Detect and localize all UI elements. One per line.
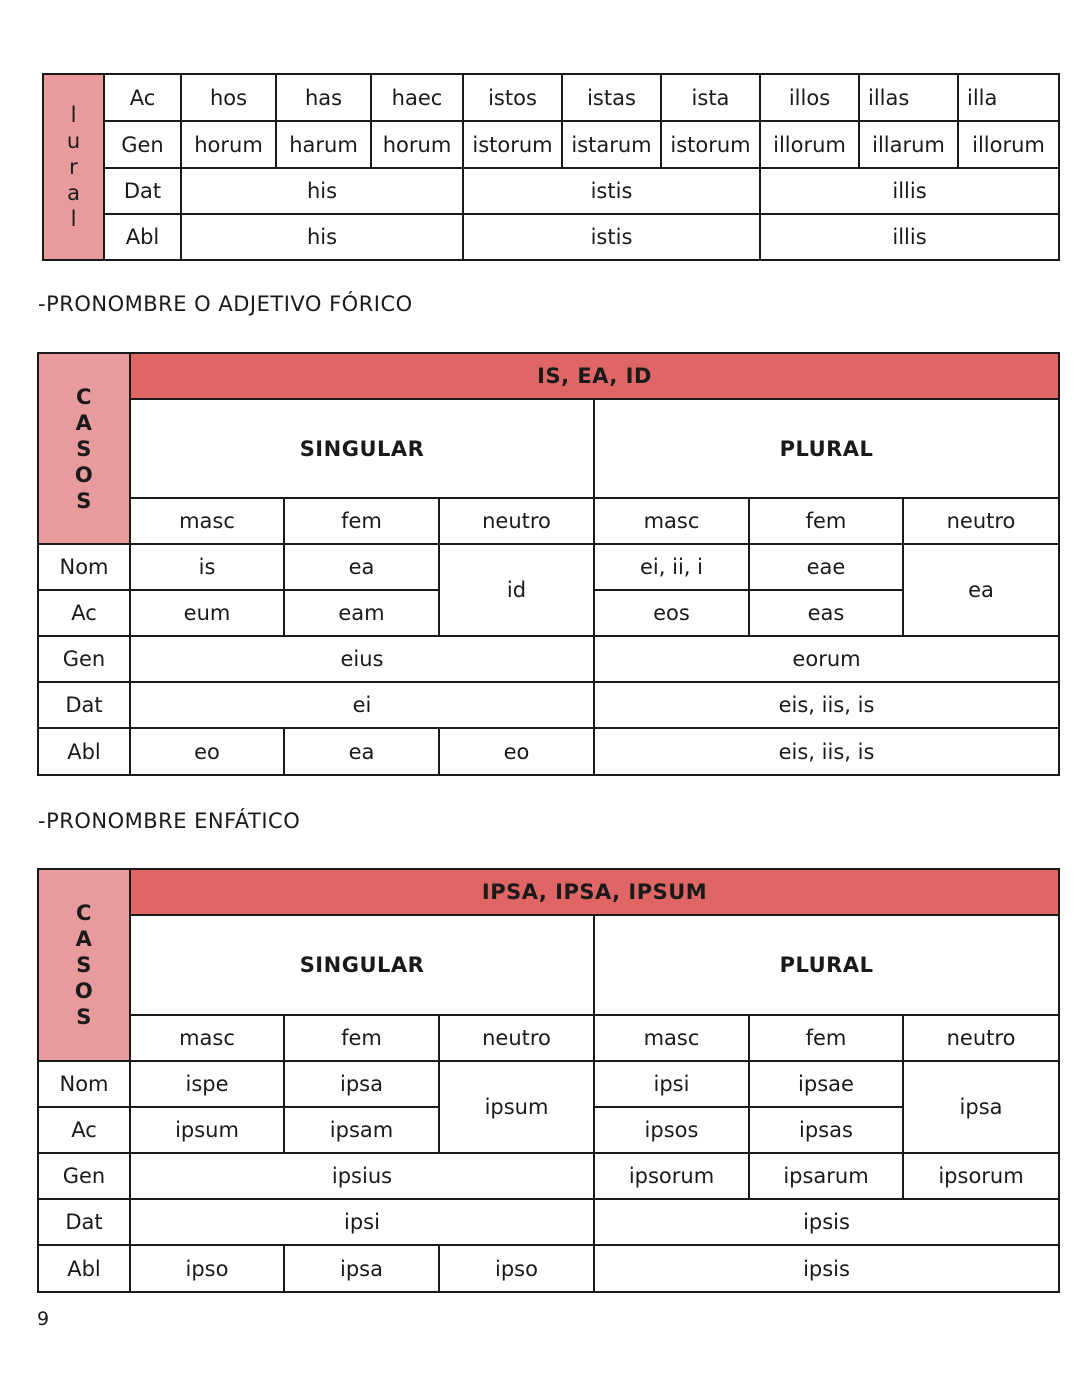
table-cell: istas [562,74,661,121]
table-cell: id [439,544,594,636]
case-label-abl: Abl [104,214,181,260]
case-label-gen: Gen [38,1153,130,1199]
gender-header: masc [130,498,284,544]
casos-label: C A S O S [38,869,130,1061]
table-cell: ea [284,728,439,775]
table-cell: ipsorum [903,1153,1059,1199]
singular-header: SINGULAR [130,399,594,498]
plural-demonstratives-table [42,73,1060,261]
table-cell: ipsarum [749,1153,903,1199]
foric-pronoun-table [37,352,1060,776]
case-label-abl: Abl [38,1245,130,1292]
section-heading-foric: -PRONOMBRE O ADJETIVO FÓRICO [38,292,413,316]
table-cell: istorum [661,121,760,168]
table-cell: has [276,74,371,121]
gender-header: fem [284,1015,439,1061]
table-cell: harum [276,121,371,168]
table-cell: istos [463,74,562,121]
table-cell: ipsis [594,1199,1059,1245]
case-label-gen: Gen [104,121,181,168]
table-cell: ipsae [749,1061,903,1107]
table-cell: illarum [859,121,958,168]
table-cell: ea [903,544,1059,636]
case-label-nom: Nom [38,544,130,590]
table-cell: ipsa [284,1245,439,1292]
plural-header: PLURAL [594,399,1059,498]
case-label-dat: Dat [38,1199,130,1245]
table-cell: eum [130,590,284,636]
case-label-gen: Gen [38,636,130,682]
table-title: IS, EA, ID [130,353,1059,399]
table-cell: ipsos [594,1107,749,1153]
table-cell: illa [958,74,1059,121]
page-number: 9 [37,1308,50,1330]
table-cell: ea [284,544,439,590]
section-heading-emphatic: -PRONOMBRE ENFÁTICO [38,809,301,833]
plural-side-label: l u r a l [43,74,104,260]
table-cell: hos [181,74,276,121]
table-cell: eius [130,636,594,682]
table-cell: ei [130,682,594,728]
table-cell: ipsum [439,1061,594,1153]
table-cell: illos [760,74,859,121]
gender-header: neutro [903,498,1059,544]
table-cell: his [181,214,463,260]
table-cell: ipsis [594,1245,1059,1292]
table-cell: eis, iis, is [594,682,1059,728]
table-cell: eas [749,590,903,636]
table-cell: horum [181,121,276,168]
gender-header: neutro [439,498,594,544]
singular-header: SINGULAR [130,915,594,1015]
table-cell: is [130,544,284,590]
table-cell: istis [463,214,760,260]
table-cell: eo [130,728,284,775]
table-cell: illorum [958,121,1059,168]
table-cell: eorum [594,636,1059,682]
table-cell: eos [594,590,749,636]
table-cell: ipsum [130,1107,284,1153]
table-cell: eo [439,728,594,775]
table-cell: ipsa [903,1061,1059,1153]
gender-header: masc [594,498,749,544]
table-cell: illas [859,74,958,121]
case-label-ac: Ac [38,1107,130,1153]
table-cell: ipsius [130,1153,594,1199]
table-cell: ipsorum [594,1153,749,1199]
gender-header: masc [594,1015,749,1061]
gender-header: fem [284,498,439,544]
table-cell: ipsi [594,1061,749,1107]
case-label-ac: Ac [38,590,130,636]
casos-label: C A S O S [38,353,130,544]
case-label-dat: Dat [104,168,181,214]
case-label-dat: Dat [38,682,130,728]
table-cell: istis [463,168,760,214]
case-label-ac: Ac [104,74,181,121]
emphatic-pronoun-table [37,868,1060,1293]
table-cell: eis, iis, is [594,728,1059,775]
table-cell: horum [371,121,463,168]
gender-header: fem [749,1015,903,1061]
table-cell: illorum [760,121,859,168]
case-label-abl: Abl [38,728,130,775]
table-cell: ista [661,74,760,121]
table-cell: istorum [463,121,562,168]
table-cell: istarum [562,121,661,168]
plural-header: PLURAL [594,915,1059,1015]
table-cell: ei, ii, i [594,544,749,590]
table-cell: illis [760,214,1059,260]
table-cell: ipso [439,1245,594,1292]
table-cell: eae [749,544,903,590]
gender-header: masc [130,1015,284,1061]
gender-header: fem [749,498,903,544]
table-cell: his [181,168,463,214]
table-cell: ipsa [284,1061,439,1107]
case-label-nom: Nom [38,1061,130,1107]
table-cell: haec [371,74,463,121]
table-cell: ispe [130,1061,284,1107]
table-cell: ipsam [284,1107,439,1153]
gender-header: neutro [903,1015,1059,1061]
table-cell: ipsi [130,1199,594,1245]
table-cell: ipsas [749,1107,903,1153]
table-cell: eam [284,590,439,636]
table-cell: ipso [130,1245,284,1292]
table-cell: illis [760,168,1059,214]
table-title: IPSA, IPSA, IPSUM [130,869,1059,915]
gender-header: neutro [439,1015,594,1061]
